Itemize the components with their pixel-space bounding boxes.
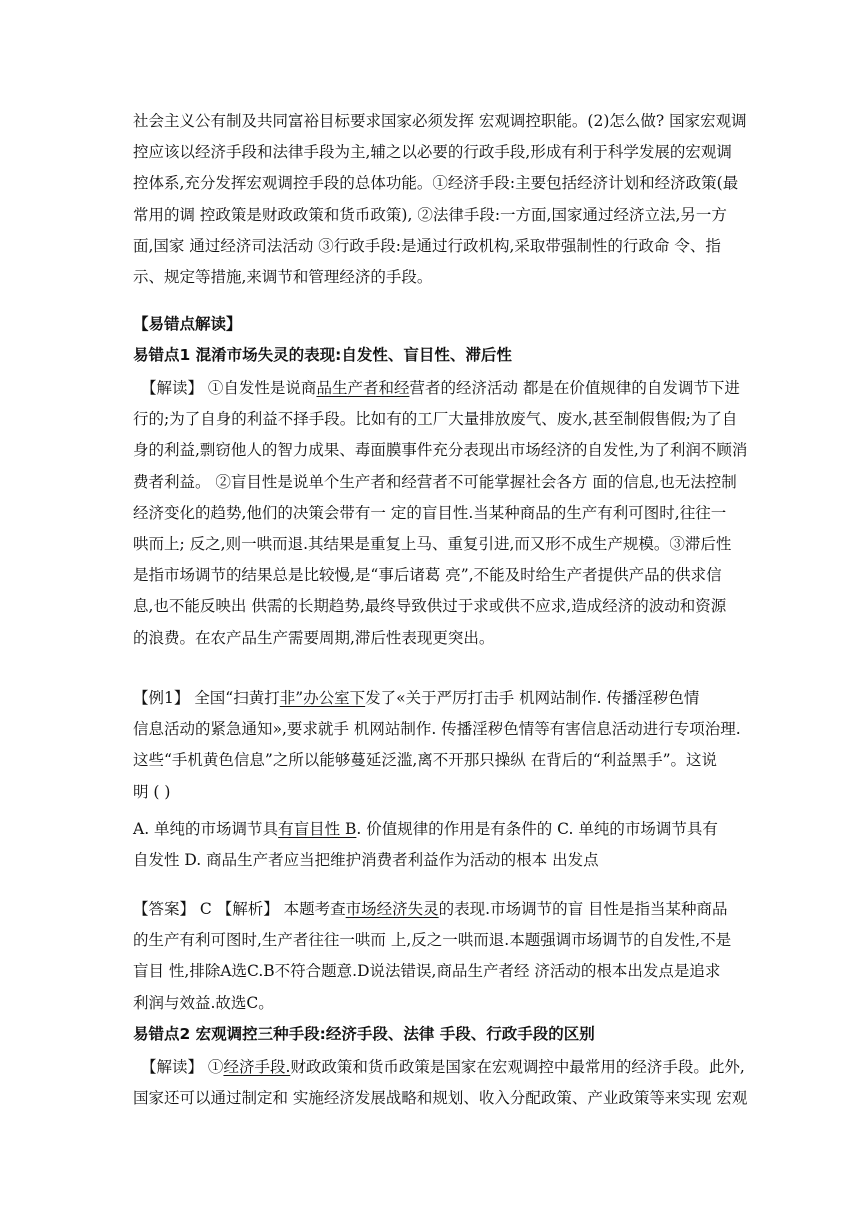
text-line: 明 ( ) [133, 782, 171, 801]
text-line: 常用的调 控政策是财政政策和货币政策), ②法律手段:一方面,国家通过经济立法,另一方 [133, 205, 727, 224]
text-line: 经济变化的趋势,他们的决策会带有一 定的盲目性.当某种商品的生产有利可图时,往往一 [133, 503, 727, 522]
intro-paragraph [133, 106, 747, 293]
text-line: 费者利益。 ②盲目性是说单个生产者和经营者不可能掌握社会各方 面的信息,也无法控制 [133, 472, 737, 491]
text-line: 是指市场调节的结果总是比较慢,是“事后诸葛 亮”,不能及时给生产者提供产品的供求信 [133, 566, 722, 585]
text-line: 盲目 性,排除A选C.B不符合题意.D说法错误,商品生产者经 济活动的根本出发点是追求 [133, 962, 721, 981]
text-line: 身的利益,剽窃他人的智力成果、毒面膜事件充分表现出市场经济的自发性,为了利润不顾消 [133, 441, 748, 460]
text-line: 【解读】 ①经济手段.财政政策和货币政策是国家在宏观调控中最常用的经济手段。此外, [141, 1058, 745, 1076]
text-line: 控体系,充分发挥宏观调控手段的总体功能。①经济手段:主要包括经济计划和经济政策(最 [133, 174, 739, 193]
example-1 [133, 683, 741, 808]
text-line: 息,也不能反映出 供需的长期趋势,最终导致供过于求或供不应求,造成经济的波动和资源 [133, 597, 727, 616]
text-line: 控应该以经济手段和法律手段为主,辅之以必要的行政手段,形成有利于科学发展的宏观调 [133, 143, 732, 162]
answer-options [133, 814, 728, 876]
text-line: 示、规定等措施,来调节和管理经济的手段。 [133, 268, 433, 287]
text-line: 行的;为了自身的利益不择手段。比如有的工厂大量排放废气、废水,甚至制假售假;为了自 [133, 410, 738, 429]
text-line: 国家还可以通过制定和 实施经济发展战略和规划、收入分配政策、产业政策等来实现 宏观 [133, 1089, 748, 1108]
text-line: 社会主义公有制及共同富裕目标要求国家必须发挥 宏观调控职能。(2)怎么做? 国家宏观调 [133, 112, 747, 130]
text-line: 【解读】 ①自发性是说商品生产者和经营者的经济活动 都是在价值规律的自发调节下进 [141, 379, 740, 397]
text-line: 哄而上; 反之,则一哄而退.其结果是重复上马、重复引进,而又形不成生产规模。③滞后性 [133, 535, 732, 554]
text-line: 利润与效益.故选C。 [133, 993, 274, 1012]
text-line: 信息活动的紧急通知»,要求就手 机网站制作. 传播淫秽色情等有害信息活动进行专项治理. [133, 720, 741, 739]
text-line: A. 单纯的市场调节具有盲目性 B. 价值规律的作用是有条件的 C. 单纯的市场调节具有 [133, 820, 718, 838]
answer-analysis [133, 894, 732, 1019]
text-line: 【答案】 C 【解析】 本题考查市场经济失灵的表现.市场调节的盲 目性是指当某种商品 [133, 900, 728, 918]
text-line: 面,国家 通过经济司法活动 ③行政手段:是通过行政机构,采取带强制性的行政命 令、指 [133, 236, 721, 255]
text-line: 的浪费。在农产品生产需要周期,滞后性表现更突出。 [133, 628, 495, 647]
text-line: 这些“手机黄色信息”之所以能够蔓延泛滥,离不开那只操纵 在背后的“利益黑手”。这说 [133, 751, 718, 770]
text-line: 【例1】 全国“扫黄打非”办公室下发了«关于严厉打击手 机网站制作. 传播淫秽色情 [133, 689, 700, 707]
text-line: 的生产有利可图时,生产者往往一哄而 上,反之一哄而退.本题强调市场调节的自发性,不是 [133, 931, 732, 950]
error-point-1-title: 易错点1 混淆市场失灵的表现:自发性、盲目性、滞后性 [133, 346, 512, 364]
text-line: 自发性 D. 商品生产者应当把维护消费者利益作为活动的根本 出发点 [133, 851, 599, 870]
error-point-2-body [133, 1052, 748, 1114]
error-point-1-body [133, 373, 748, 654]
error-point-2-title: 易错点2 宏观调控三种手段:经济手段、法律 手段、行政手段的区别 [133, 1025, 595, 1043]
section-heading: 【易错点解读】 [133, 315, 242, 333]
